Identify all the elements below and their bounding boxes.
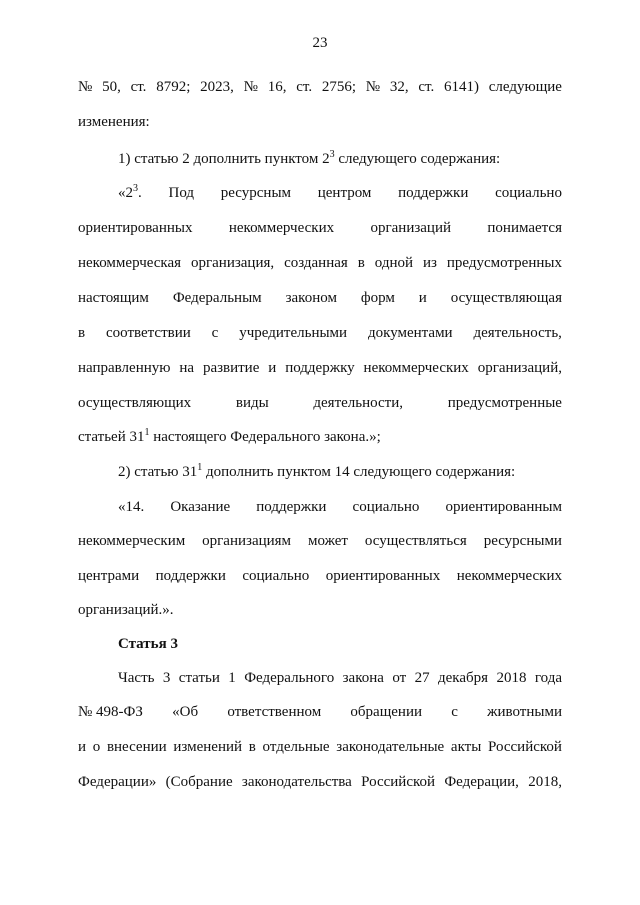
word: и [78,739,87,755]
text-line [78,566,562,586]
word: некоммерческих [363,360,469,376]
word: ресурсным [220,185,292,201]
word: с [211,325,219,341]
text-span: настоящего Федерального закона.»; [149,429,381,445]
word: Часть [118,670,155,686]
word: созданная [284,255,348,271]
word: социально [352,499,420,515]
word: предусмотренных [446,255,562,271]
word: организаций, [477,360,562,376]
word: некоммерческая [78,255,182,271]
word: года [534,670,562,686]
word: одной [374,255,414,271]
word [118,183,142,203]
text-line [78,218,562,238]
word: ориентированным [445,499,562,515]
word: внесении [106,739,167,755]
text-line [78,772,562,792]
word: поддержку [285,360,355,376]
word: ответственном [227,704,322,720]
word: 16, [267,79,287,95]
word: ст. [296,79,313,95]
word: статьи [178,670,220,686]
word: «14. [118,499,145,515]
word: деятельности, [313,395,404,411]
text-line [78,288,562,308]
word: организациям [202,533,292,549]
word: отдельные [262,739,330,755]
word: ориентированных [78,220,193,236]
text-line [78,427,562,447]
word: развитие [202,360,260,376]
word: социально [242,568,310,584]
word: учредительными [239,325,348,341]
text-line: организаций.». [78,602,174,618]
text-line [78,183,562,203]
word: некоммерческих [228,220,335,236]
word: Федерального [244,670,335,686]
word: Оказание [170,499,231,515]
word: документами [367,325,453,341]
word: Федерации, [444,774,519,790]
word: осуществляться [364,533,467,549]
word: законодательства [241,774,352,790]
text-line [78,702,562,722]
text-line [78,77,562,97]
word: Федеральным [172,290,262,306]
word: Под [168,185,195,201]
word: законом [285,290,337,306]
text-line: изменения: [78,114,150,130]
word: изменений [173,739,243,755]
word: в [248,739,256,755]
word: декабря [438,670,489,686]
word: может [307,533,348,549]
text-span: . [138,185,142,201]
text-line [78,497,562,517]
word: ст. [130,79,147,95]
word: центрами [78,568,140,584]
text-span: «2 [118,185,133,201]
word: ресурсными [483,533,562,549]
word: 2756; [321,79,357,95]
word: поддержки [256,499,327,515]
word: Федерации» [78,774,157,790]
superscript: 3 [329,149,335,160]
word: следующие [488,79,562,95]
text-line [78,149,562,169]
word: № 498-ФЗ [78,704,143,720]
word: социально [495,185,562,201]
word: Российской [361,774,436,790]
word: Российской [488,739,562,755]
word: 1 [228,670,236,686]
text-line [78,253,562,273]
text-line [78,393,562,413]
text-line [78,358,562,378]
word: поддержки [155,568,226,584]
word: на [179,360,195,376]
word: некоммерческих [456,568,562,584]
word: закона [342,670,384,686]
word: из [422,255,437,271]
word: 3 [162,670,171,686]
word: 8792; [156,79,191,95]
word: 2018, [528,774,562,790]
superscript: 1 [144,427,150,438]
text-line [78,462,562,482]
word: осуществляющих [78,395,192,411]
word: 32, [389,79,409,95]
word: «Об [172,704,199,720]
word: в [357,255,365,271]
text-line [78,323,562,343]
text-line [78,737,562,757]
word: 2023, [200,79,234,95]
word: и [418,290,427,306]
word: ориентированных [325,568,441,584]
text-span: 2) статью 31 [118,464,198,480]
word: центром [317,185,372,201]
word: животными [487,704,562,720]
text-line [78,531,562,551]
word: от [392,670,407,686]
word: (Собрание [165,774,233,790]
word: 6141) [444,79,479,95]
word: о [92,739,101,755]
word: некоммерческим [78,533,186,549]
word: предусмотренные [447,395,562,411]
article-heading: Статья 3 [118,636,178,652]
superscript: 3 [133,183,138,194]
word: акты [450,739,482,755]
word: настоящим [78,290,149,306]
word: осуществляющая [450,290,562,306]
word: организаций [370,220,452,236]
word: соответствии [106,325,191,341]
word: в [78,325,86,341]
word: № [365,79,381,95]
word: с [451,704,458,720]
text-line [78,668,562,688]
word: деятельность, [473,325,562,341]
superscript: 1 [197,462,203,473]
word: ст. [418,79,435,95]
word: поддержки [398,185,469,201]
word: законодательные [336,739,445,755]
word: понимается [487,220,562,236]
word: 2018 [496,670,527,686]
page-number: 23 [312,35,328,51]
text-span: дополнить пунктом 14 следующего содержания: [202,464,516,480]
word: 27 [414,670,430,686]
word: 50, [102,79,121,95]
word: № [78,79,93,95]
word: № [243,79,258,95]
word: направленную [78,360,171,376]
text-span: 1) статью 2 дополнить пунктом 2 [118,151,330,167]
text-span: следующего содержания: [334,151,501,167]
text-span: статьей 31 [78,429,145,445]
word: форм [360,290,395,306]
word: организация, [190,255,275,271]
word: обращении [350,704,423,720]
word: виды [235,395,269,411]
word: и [268,360,277,376]
